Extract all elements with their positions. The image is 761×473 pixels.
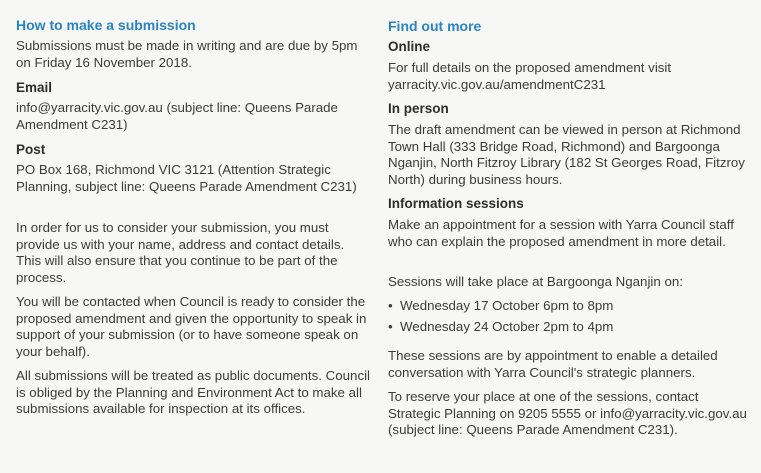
session-item: • Wednesday 17 October 6pm to 8pm xyxy=(388,298,753,315)
email-heading: Email xyxy=(16,80,53,95)
in-person-heading: In person xyxy=(388,101,449,116)
info-sessions-text: Make an appointment for a session with Yarra Council staff who can explain the proposed amendment in more detail. xyxy=(388,217,734,249)
find-out-more-heading: Find out more xyxy=(388,18,482,34)
submission-heading: How to make a submission xyxy=(16,17,196,33)
post-heading: Post xyxy=(16,142,46,157)
details-paragraph: In order for us to consider your submission, you must provide us with your name, address and contact details. This will also ensure that you continue to be part of the process. xyxy=(16,220,345,285)
info-sessions-heading: Information sessions xyxy=(388,196,524,211)
contact-paragraph: You will be contacted when Council is ready to consider the proposed amendment and given the opportunity to speak in support of your submission (or to have someone speak on your behalf). xyxy=(16,294,367,359)
online-text: For full details on the proposed amendment visit yarracity.vic.gov.au/amendmentC231 xyxy=(388,60,672,92)
in-person-text: The draft amendment can be viewed in person at Richmond Town Hall (333 Bridge Road, Richmond) and Bargoonga Nganjin, North Fitzroy Library (182 St Georges Road, Fitzroy North) during business hours. xyxy=(388,122,745,187)
reserve-text: To reserve your place at one of the sessions, contact Strategic Planning on 9205 5555 or info@yarracity.vic.gov.au (subject line: Queens Parade Amendment C231). xyxy=(388,389,747,438)
post-text: PO Box 168, Richmond VIC 3121 (Attention Strategic Planning, subject line: Queens Parade Amendment C231) xyxy=(16,162,357,194)
sessions-intro: Sessions will take place at Bargoonga Nganjin on: xyxy=(388,274,683,289)
submission-intro: Submissions must be made in writing and are due by 5pm on Friday 16 November 2018. xyxy=(16,38,358,70)
sessions-list xyxy=(388,298,753,335)
public-documents-paragraph: All submissions will be treated as public documents. Council is obliged by the Planning and Environment Act to make all submissions available for inspection at its offices. xyxy=(16,368,371,417)
email-text: info@yarracity.vic.gov.au (subject line: Queens Parade Amendment C231) xyxy=(16,100,338,132)
appointment-text: These sessions are by appointment to enable a detailed conversation with Yarra Council's strategic planners. xyxy=(388,348,718,380)
online-heading: Online xyxy=(388,39,431,54)
session-item: • Wednesday 24 October 2pm to 4pm xyxy=(388,319,753,336)
